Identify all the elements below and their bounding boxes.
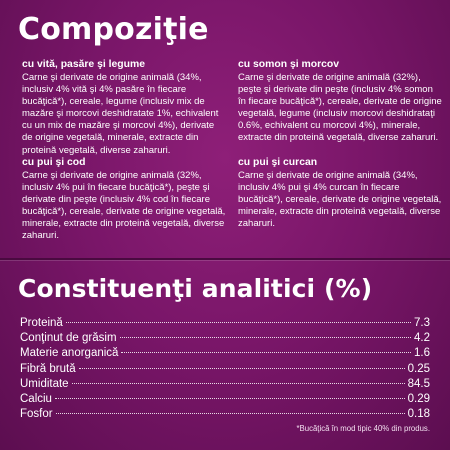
composition-block-chicken-cod xyxy=(22,156,227,243)
dot-leader xyxy=(66,322,411,323)
composition-block-title: cu pui şi curcan xyxy=(238,157,318,168)
footnote: *Bucăţică în mod tipic 40% din produs. xyxy=(296,424,430,433)
section-divider xyxy=(0,258,450,260)
dot-leader xyxy=(121,352,411,353)
dot-leader xyxy=(56,413,405,414)
row-label: Materie anorganică xyxy=(20,347,119,360)
dot-leader xyxy=(120,337,411,338)
analytic-row-protein xyxy=(20,316,430,331)
row-value: 4.2 xyxy=(414,332,430,345)
dot-leader xyxy=(72,383,405,384)
composition-block-text: Carne şi derivate de origine animală (34%, inclusiv 4% vită şi 4% pasăre în fiecare bucăţică*), cereale, legume (inclusiv mix de mazăre şi morcovi deshidratate 1%, echivalent cu un mix de mazăre şi morcovi 4%), derivate de origine vegetală, minerale, extracte din proteină vegetală, diverse zaharuri. xyxy=(22,72,219,156)
row-label: Calciu xyxy=(20,392,52,405)
composition-block-text: Carne şi derivate de origine animală (34%, inclusiv 4% pui şi 4% curcan în fiecare bucăţică*), cereale, derivate de origine vegetală, minerale, extracte din proteină vegetală, diverse zaharuri. xyxy=(238,170,442,230)
analytic-table xyxy=(20,316,430,422)
row-value: 0.18 xyxy=(407,408,430,421)
composition-title: Compoziţie xyxy=(18,12,209,47)
analytic-row-phosphorus xyxy=(20,407,430,422)
row-value: 1.6 xyxy=(414,347,430,360)
row-label: Fibră brută xyxy=(20,362,76,375)
row-label: Conţinut de grăsim xyxy=(20,332,117,345)
composition-block-beef-poultry-vegetables xyxy=(22,58,227,157)
composition-block-text: Carne şi derivate de origine animală (32%), peşte şi derivate din peşte (inclusiv 4% somon în fiecare bucăţică*), cereale, derivate de origine vegetală, legume (inclusiv morcovi deshidrataţi 0.6%, echivalent cu morcovi 4%), minerale, extracte din proteină vegetală, diverse zaharuri. xyxy=(238,72,442,144)
row-value: 0.29 xyxy=(407,392,430,405)
composition-block-salmon-carrot xyxy=(238,58,443,145)
row-value: 84.5 xyxy=(407,377,430,390)
composition-block-text: Carne şi derivate de origine animală (32%, inclusiv 4% pui în fiecare bucăţică*), peşte şi derivate din peşte (inclusiv 4% cod în fiecare bucăţică*), cereale, derivate de origine vegetală, minerale, extracte din proteină vegetală, diverse zaharuri. xyxy=(22,170,226,242)
composition-block-title: cu somon şi morcov xyxy=(238,59,340,70)
analytic-row-calcium xyxy=(20,392,430,407)
analytic-title: Constituenţi analitici (%) xyxy=(18,274,373,303)
row-label: Umiditate xyxy=(20,377,69,390)
composition-block-chicken-turkey xyxy=(238,156,443,230)
analytic-row-crude-fibre xyxy=(20,362,430,377)
row-label: Fosfor xyxy=(20,408,53,421)
composition-block-title: cu pui şi cod xyxy=(22,157,86,168)
row-value: 7.3 xyxy=(414,317,430,329)
analytic-row-inorganic-matter xyxy=(20,346,430,361)
row-value: 0.25 xyxy=(407,362,430,375)
composition-block-title: cu vită, pasăre şi legume xyxy=(22,59,146,70)
row-label: Proteină xyxy=(20,317,63,329)
dot-leader xyxy=(55,398,405,399)
analytic-row-moisture xyxy=(20,377,430,392)
analytic-row-fat xyxy=(20,331,430,346)
dot-leader xyxy=(79,368,405,369)
